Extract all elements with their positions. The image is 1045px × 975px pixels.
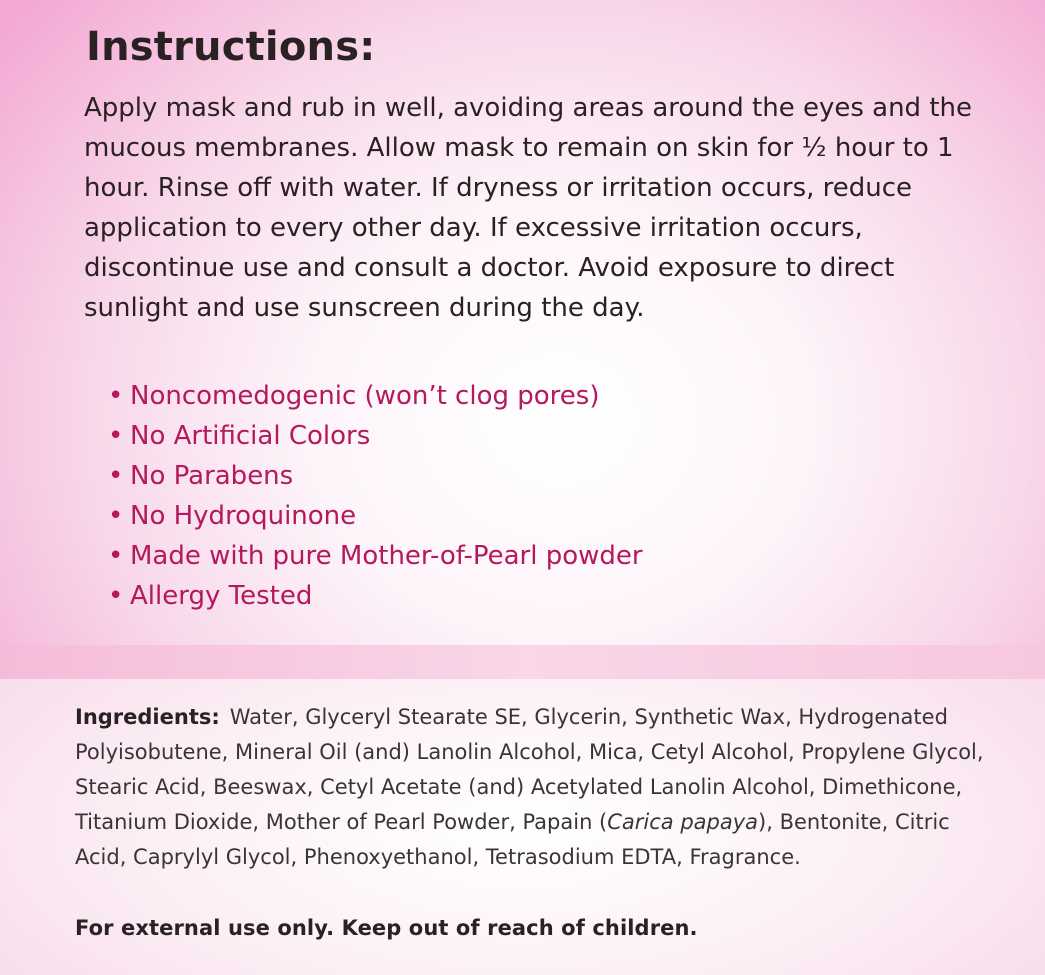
bullet-icon: • (108, 461, 124, 491)
bullet-icon: • (108, 581, 124, 611)
bullet-icon: • (108, 541, 124, 571)
bullet-icon: • (108, 381, 124, 411)
feature-text: No Hydroquinone (130, 501, 357, 531)
instructions-body: Apply mask and rub in well, avoiding areas around the eyes and the mucous membranes. Allow mask to remain on skin for ½ hour to 1 hour. Rinse off with water. If dryness or irritation occurs, reduce application to every other day. If excessive irritation occurs, discontinue use and consult a doctor. Avoid exposure to direct sunlight and use sunscreen during the day. (84, 93, 972, 323)
list-item (108, 456, 643, 496)
bullet-icon: • (108, 501, 124, 531)
list-item (108, 536, 643, 576)
ingredients-block (75, 700, 985, 875)
list-item (108, 376, 643, 416)
ingredients-text-end: ), Bentonite, Citric Acid, Caprylyl Glycol, Phenoxyethanol, Tetrasodium EDTA, Fragrance. (75, 810, 950, 869)
warning-text: For external use only. Keep out of reach of children. (75, 916, 698, 940)
feature-text: Allergy Tested (130, 581, 313, 611)
list-item (108, 496, 643, 536)
feature-text: Noncomedogenic (won’t clog pores) (130, 381, 600, 411)
list-item (108, 416, 643, 456)
ingredients-text: Water, Glyceryl Stearate SE, Glycerin, Synthetic Wax, Hydrogenated Polyisobutene, Mineral Oil (and) Lanolin Alcohol, Mica, Cetyl Alcohol, Propylene Glycol, Stearic Acid, Beeswax, Cetyl Acetate (and) Acetylated Lanolin Alcohol, Dimethicone, Titanium Dioxide, Mother of Pearl Powder, Papain ( (75, 705, 984, 834)
ingredients-italic-name: Carica papaya (607, 810, 759, 834)
bullet-icon: • (108, 421, 124, 451)
list-item (108, 576, 643, 616)
feature-text: No Parabens (130, 461, 294, 491)
feature-text: Made with pure Mother-of-Pearl powder (130, 541, 643, 571)
features-list (108, 376, 643, 616)
ingredients-label: Ingredients: (75, 705, 220, 729)
instructions-title: Instructions: (86, 24, 376, 70)
divider-band (0, 645, 1045, 679)
feature-text: No Artificial Colors (130, 421, 371, 451)
